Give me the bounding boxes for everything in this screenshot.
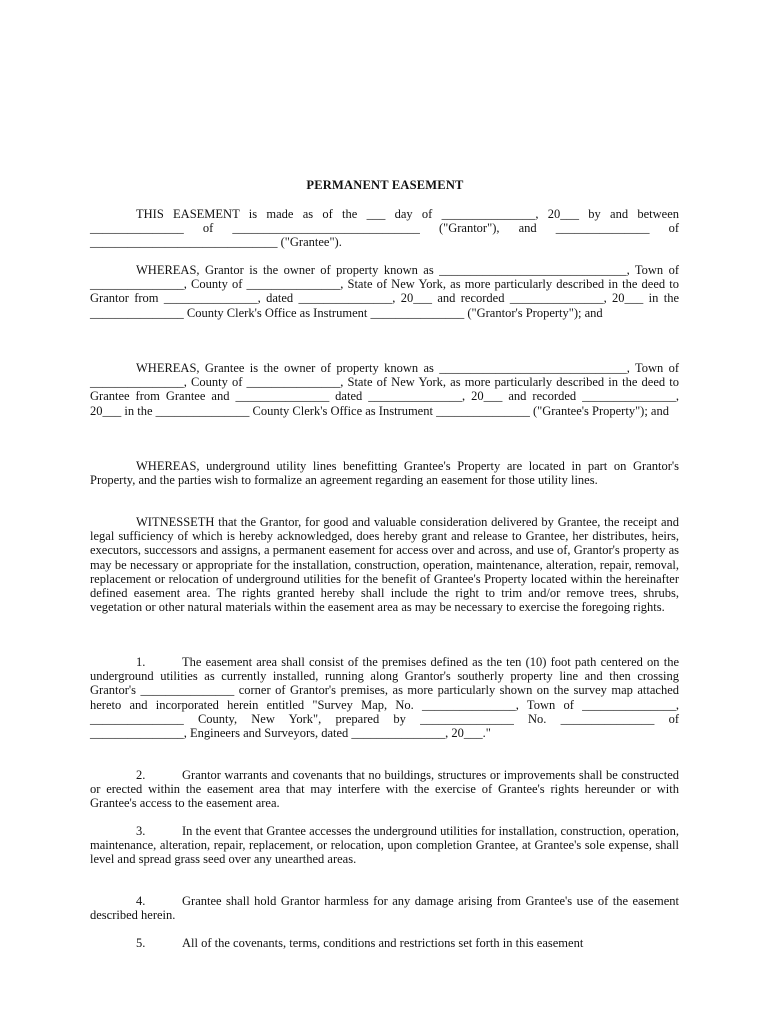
whereas-grantor-paragraph: [90, 263, 679, 320]
clause-5: [90, 936, 679, 950]
whereas-grantor-text: WHEREAS, Grantor is the owner of property known as ______________________________, Town of _______________, County of _______________, State of New York, as more particularly described in the deed to Grantor from _______________, dated _______________, 20___ and recorded _______________, 20___ in the _______________ County Clerk's Office as Instrument _______________ ("Grantor's Property"); and: [90, 263, 679, 320]
whereas-utility-paragraph: [90, 459, 679, 487]
clause-1: [90, 655, 679, 740]
clause-number: 1.: [136, 655, 146, 669]
document-title: PERMANENT EASEMENT: [306, 178, 464, 192]
clause-text: Grantor warrants and covenants that no buildings, structures or improvements shall be constructed or erected within the easement area that may interfere with the exercise of Grantee's rights hereunder or with Grantee's access to the easement area.: [90, 768, 679, 811]
whereas-grantee-paragraph: [90, 361, 679, 418]
clause-3: [90, 824, 679, 867]
intro-paragraph: [90, 207, 679, 250]
clause-text: All of the covenants, terms, conditions and restrictions set forth in this easement: [182, 936, 584, 950]
clause-2: [90, 768, 679, 811]
clause-number: 3.: [136, 824, 146, 838]
whereas-utility-text: WHEREAS, underground utility lines benefitting Grantee's Property are located in part on Grantor's Property, and the parties wish to formalize an agreement regarding an easement for those utility lines.: [90, 459, 679, 488]
clause-number: 5.: [136, 936, 146, 950]
witnesseth-paragraph: [90, 515, 679, 614]
clause-number: 2.: [136, 768, 146, 782]
clause-number: 4.: [136, 894, 146, 908]
intro-text: THIS EASEMENT is made as of the ___ day of _______________, 20___ by and between _______________ of ______________________________ ("Grantor"), and _______________ of ______________________________ ("Grantee").: [90, 207, 679, 250]
whereas-grantee-text: WHEREAS, Grantee is the owner of property known as ______________________________, Town of _______________, County of _______________, State of New York, as more particularly described in the deed to Grantee from Grantee and _______________ dated _______________, 20___ and recorded _______________, 20___ in the _______________ County Clerk's Office as Instrument _______________ ("Grantee's Property"); and: [90, 361, 679, 418]
clause-text: In the event that Grantee accesses the underground utilities for installation, construction, operation, maintenance, alteration, repair, replacement, or relocation, upon completion Grantee, at Grantee's sole expense, shall level and spread grass seed over any unearthed areas.: [90, 824, 679, 867]
clause-4: [90, 894, 679, 922]
clause-text: Grantee shall hold Grantor harmless for any damage arising from Grantee's use of the easement described herein.: [90, 894, 679, 923]
clause-text: The easement area shall consist of the premises defined as the ten (10) foot path centered on the underground utilities as currently installed, running along Grantor's southerly property line and then crossing Grantor's _______________ corner of Grantor's premises, as more particularly shown on the survey map attached hereto and incorporated herein entitled "Survey Map, No. _______________, Town of _______________, _______________ County, New York", prepared by _______________ No. _______________ of _______________, Engineers and Surveyors, dated _______________, 20___.": [90, 655, 679, 741]
witnesseth-text: WITNESSETH that the Grantor, for good and valuable consideration delivered by Grantee, the receipt and legal sufficiency of which is hereby acknowledged, does hereby grant and release to Grantee, her distributes, heirs, executors, successors and assigns, a permanent easement for access over and across, and use of, Grantor's property as may be necessary or appropriate for the installation, construction, operation, maintenance, alteration, repair, removal, replacement or relocation of underground utilities for the benefit of Grantee's Property located within the hereinafter defined easement area. The rights granted hereby shall include the right to trim and/or remove trees, shrubs, vegetation or other natural materials within the easement area as may be necessary to exercise the foregoing rights.: [90, 515, 679, 615]
